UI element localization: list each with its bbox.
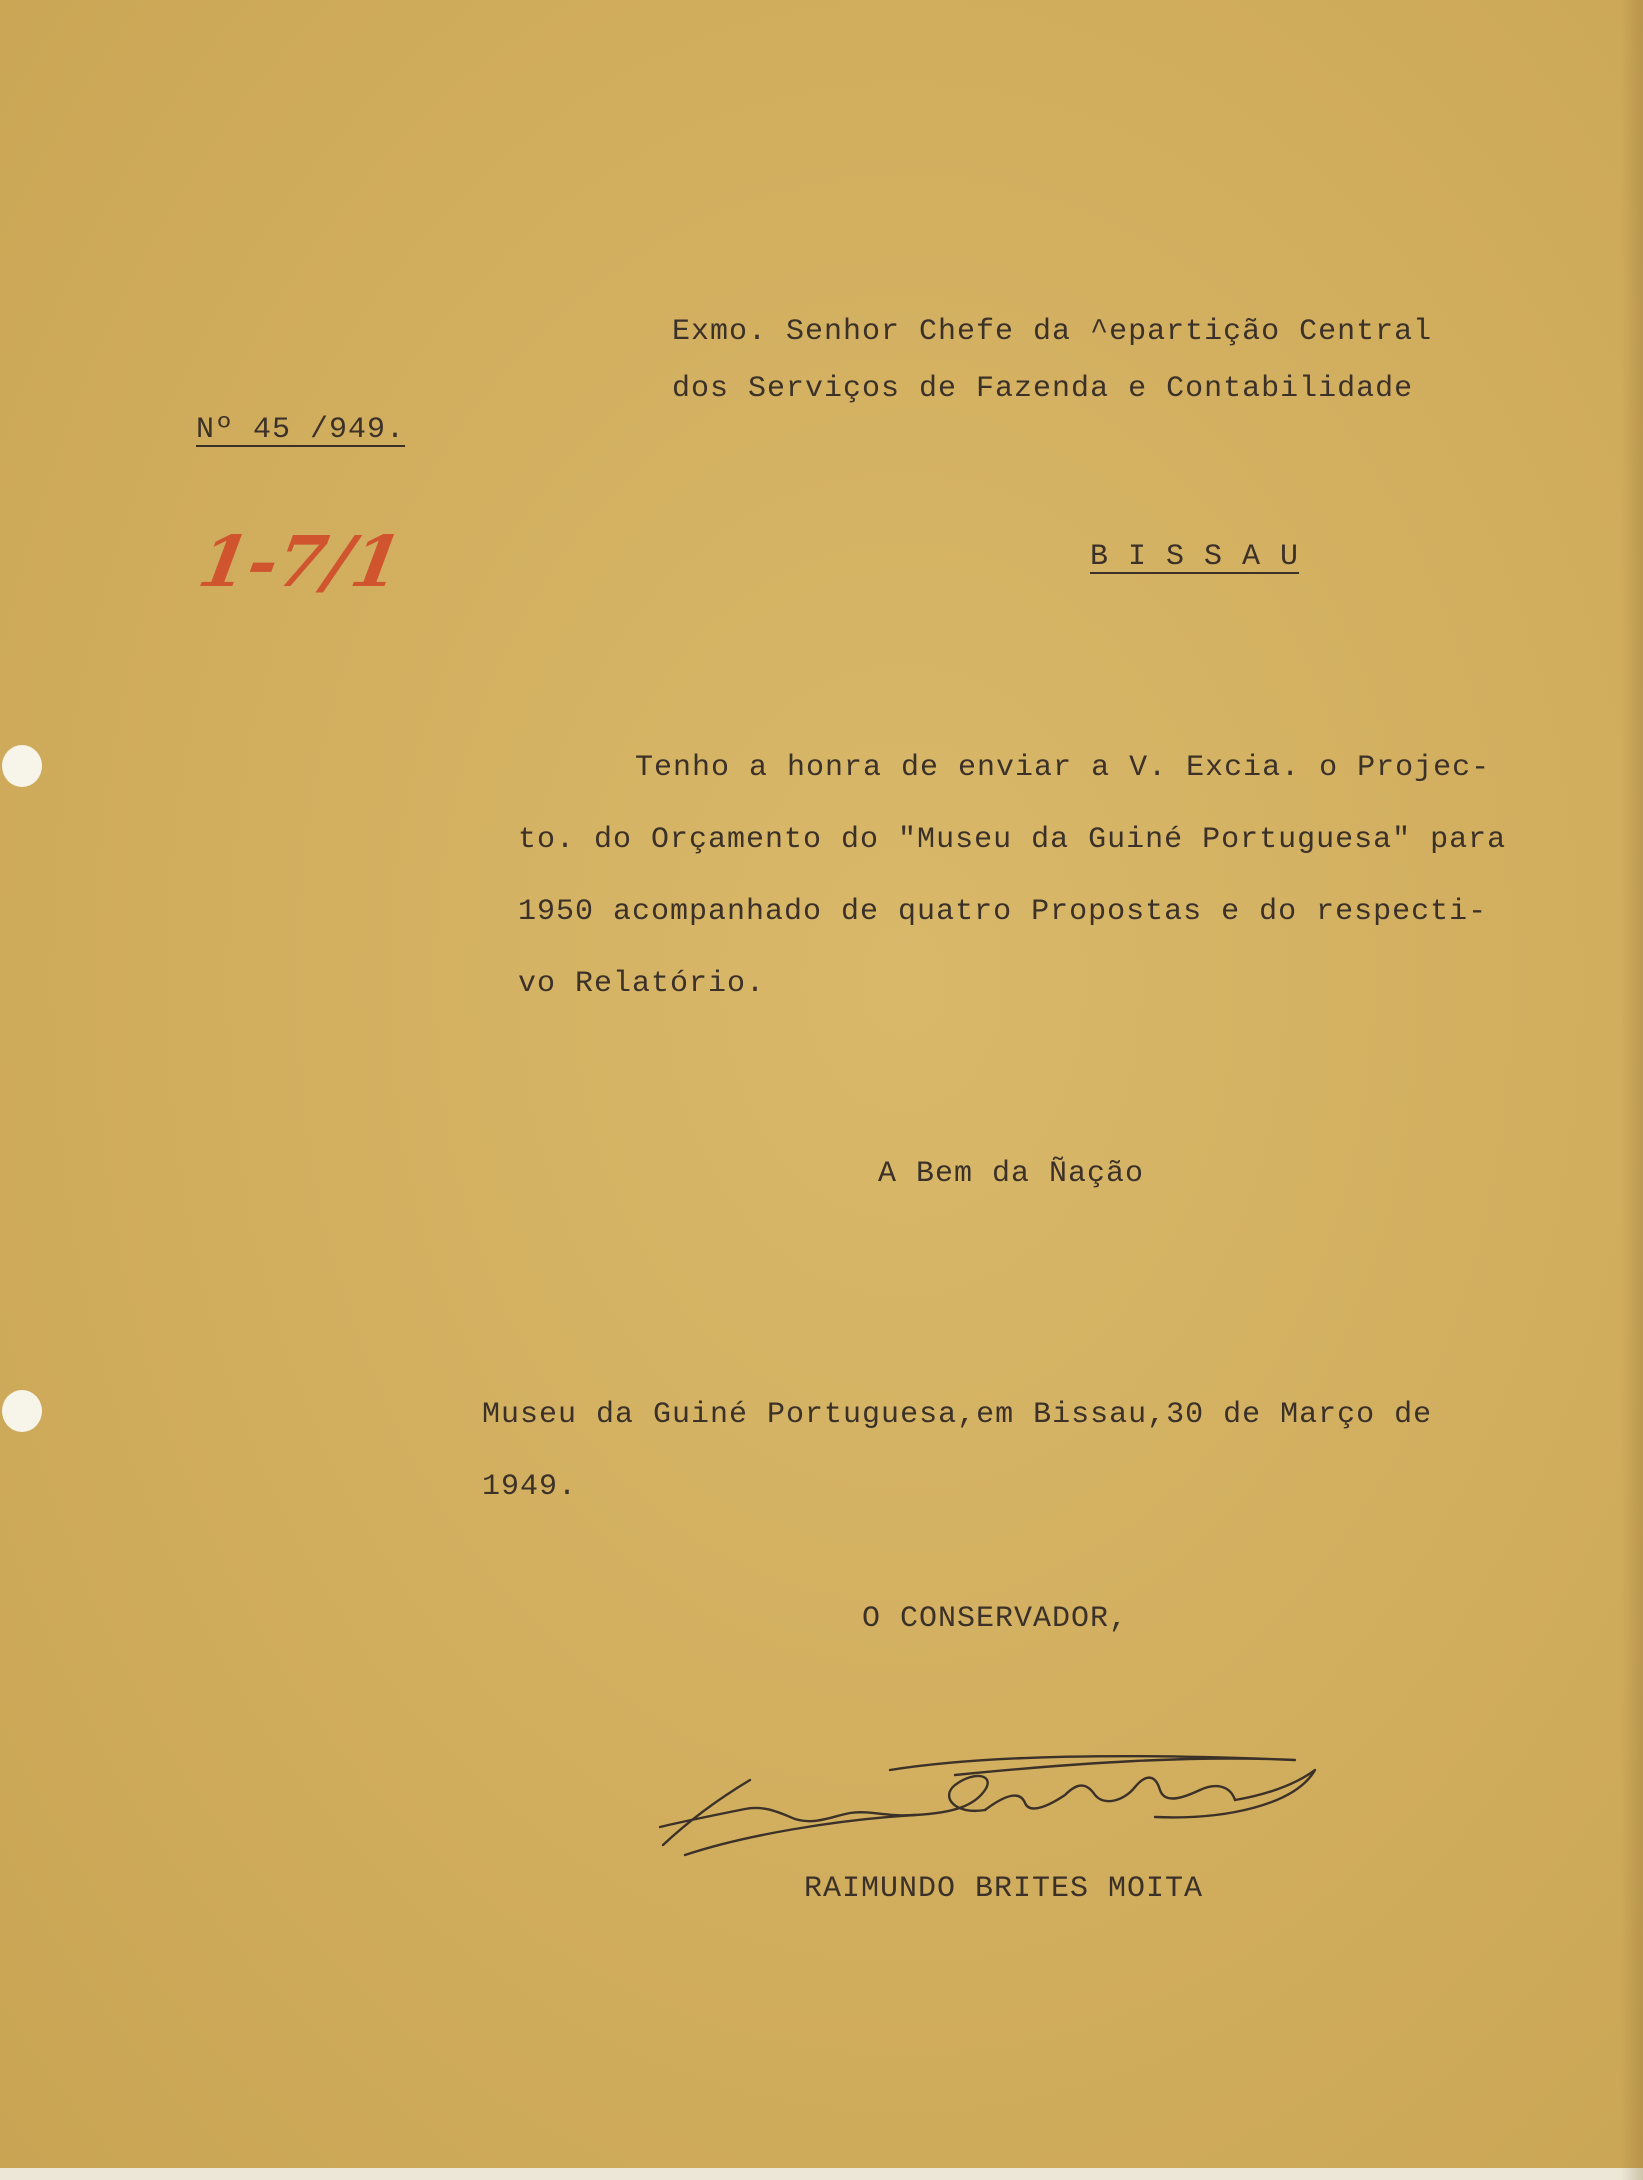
body-line-4: vo Relatório. (518, 967, 766, 1001)
handwritten-signature (655, 1735, 1355, 1865)
page-bottom-edge (0, 2168, 1643, 2180)
body-line-2: to. do Orçamento do "Museu da Guiné Portuguesa" para (518, 823, 1507, 857)
punch-hole-top (2, 745, 42, 787)
city-heading: B I S S A U (1090, 540, 1300, 574)
addressee-line-2: dos Serviços de Fazenda e Contabilidade (672, 372, 1414, 406)
addressee-line-1: Exmo. Senhor Chefe da ^epartição Central (672, 315, 1433, 349)
signer-title: O CONSERVADOR, (862, 1602, 1129, 1636)
punch-hole-bottom (2, 1390, 42, 1432)
handwritten-red-mark: 1-7/1 (192, 520, 409, 603)
reference-number: Nº 45 /949. (196, 413, 406, 447)
letter-body (518, 732, 1506, 1020)
closing-salutation: A Bem da Ñação (878, 1157, 1145, 1191)
place-date-line-1: Museu da Guiné Portuguesa,em Bissau,30 de Março de (482, 1398, 1433, 1432)
body-line-1: Tenho a honra de enviar a V. Excia. o Projec- (635, 751, 1491, 785)
signer-name: RAIMUNDO BRITES MOITA (804, 1872, 1204, 1906)
place-date-line-2: 1949. (482, 1470, 578, 1504)
body-line-3: 1950 acompanhado de quatro Propostas e do respecti- (518, 895, 1488, 929)
